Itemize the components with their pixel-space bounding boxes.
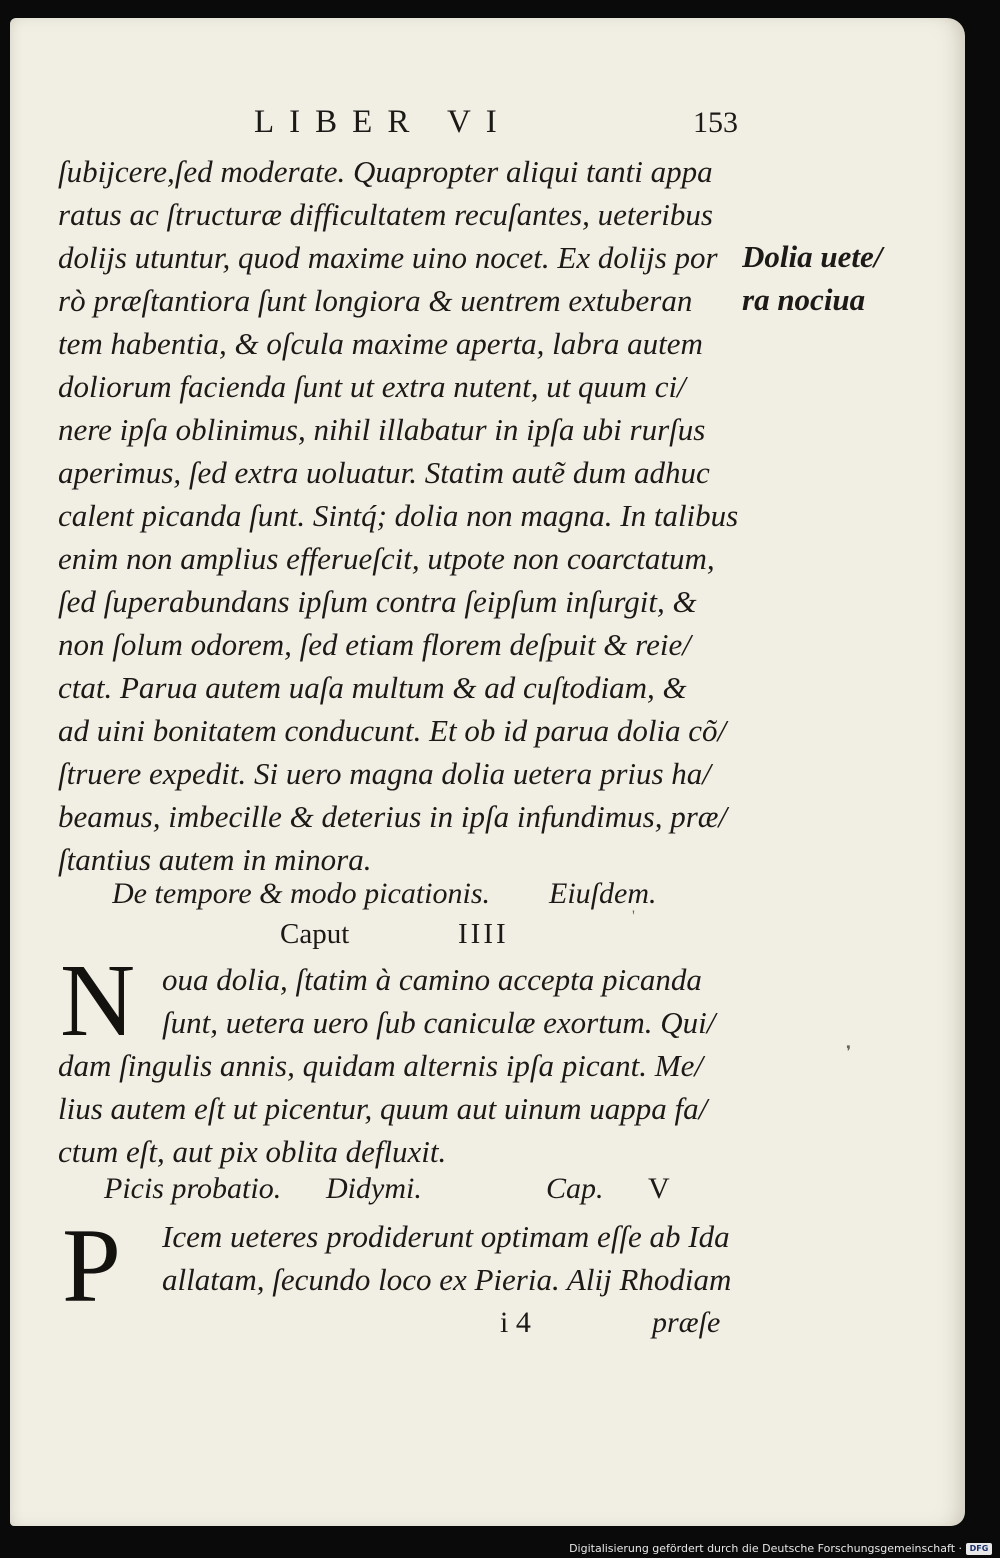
- chapter-author: Eiuſdem.: [549, 877, 657, 910]
- text-line: dam ſingulis annis, quidam alternis ipſa picant. Me/: [58, 1048, 703, 1083]
- running-head: LIBER VI: [254, 104, 512, 140]
- chapter-label: Caput: [280, 918, 350, 950]
- chapter-4-heading: [112, 872, 712, 915]
- footer-bar: [0, 1540, 1000, 1558]
- chapter-4-number: [280, 918, 580, 958]
- signature-mark: i 4: [500, 1306, 531, 1339]
- text-line: ratus ac ſtructuræ difficultatem recuſantes, ueteribus: [58, 197, 713, 232]
- catchword: præſe: [652, 1306, 721, 1339]
- text-line: ctum eſt, aut pix oblita defluxit.: [58, 1134, 447, 1169]
- chapter-5-heading: [104, 1172, 704, 1212]
- text-line: Icem ueteres prodiderunt optimam eſſe ab Ida: [162, 1219, 730, 1254]
- dfg-logo: DFG: [966, 1543, 992, 1555]
- text-line: doliorum facienda ſunt ut extra nutent, ut quum ci/: [58, 369, 686, 404]
- text-line: enim non amplius efferueſcit, utpote non coarctatum,: [58, 541, 715, 576]
- chapter-label: Cap.: [546, 1172, 604, 1205]
- chapter-number: IIII: [458, 918, 509, 950]
- margin-note-line: ra nociua: [742, 282, 866, 317]
- text-line: rò præſtantiora ſunt longiora & uentrem extuberan: [58, 283, 693, 318]
- stray-mark: ': [632, 908, 635, 925]
- page-number: 153: [693, 106, 738, 139]
- chapter-number: V: [648, 1172, 670, 1205]
- text-line: lius autem eſt ut picentur, quum aut uinum uappa fa/: [58, 1091, 708, 1126]
- margin-note: [742, 235, 912, 321]
- chapter-title: De tempore & modo picationis.: [112, 877, 491, 910]
- text-line: ſed ſuperabundans ipſum contra ſeipſum inſurgit, &: [58, 584, 697, 619]
- chapter-4-text: [58, 958, 738, 1173]
- margin-note-line: Dolia uete/: [742, 239, 883, 274]
- text-line: ſtruere expedit. Si uero magna dolia uetera prius ha/: [58, 756, 711, 791]
- drop-capital: P: [62, 1207, 121, 1324]
- chapter-5-text: [58, 1215, 738, 1301]
- text-line: beamus, imbecille & deterius in ipſa infundimus, præ/: [58, 799, 728, 834]
- text-line: non ſolum odorem, ſed etiam florem deſpuit & reie/: [58, 627, 691, 662]
- text-line: nere ipſa oblinimus, nihil illabatur in ipſa ubi rurſus: [58, 412, 706, 447]
- text-line: aperimus, ſed extra uoluatur. Statim autẽ dum adhuc: [58, 455, 710, 490]
- text-line: ad uini bonitatem conducunt. Et ob id parua dolia cõ/: [58, 713, 727, 748]
- text-line: calent picanda ſunt. Sintq́; dolia non magna. In talibus: [58, 498, 738, 533]
- text-line: ctat. Parua autem uaſa multum & ad cuſtodiam, &: [58, 670, 687, 705]
- page-header: [58, 104, 738, 144]
- text-line: dolijs utuntur, quod maxime uino nocet. Ex dolijs por: [58, 240, 718, 275]
- text-line: ſubijcere,ſed moderate. Quapropter aliqui tanti appa: [58, 154, 713, 189]
- text-line: ſtantius autem in minora.: [58, 842, 372, 877]
- stray-mark: ❜: [846, 1044, 852, 1061]
- funding-credit: Digitalisierung gefördert durch die Deutsche Forschungsgemeinschaft ·: [569, 1542, 962, 1555]
- text-line: ſunt, uetera uero ſub caniculæ exortum. Qui/: [162, 1005, 716, 1040]
- drop-capital: N: [60, 943, 136, 1058]
- text-line: oua dolia, ſtatim à camino accepta picanda: [162, 962, 702, 997]
- chapter-title: Picis probatio.: [104, 1172, 282, 1205]
- catchline: [500, 1306, 740, 1346]
- text-line: allatam, ſecundo loco ex Pieria. Alij Rhodiam: [162, 1262, 732, 1297]
- main-text-block: [58, 150, 738, 881]
- chapter-author: Didymi.: [326, 1172, 422, 1205]
- text-line: tem habentia, & oſcula maxime aperta, labra autem: [58, 326, 703, 361]
- chapter-title-line: [112, 872, 712, 915]
